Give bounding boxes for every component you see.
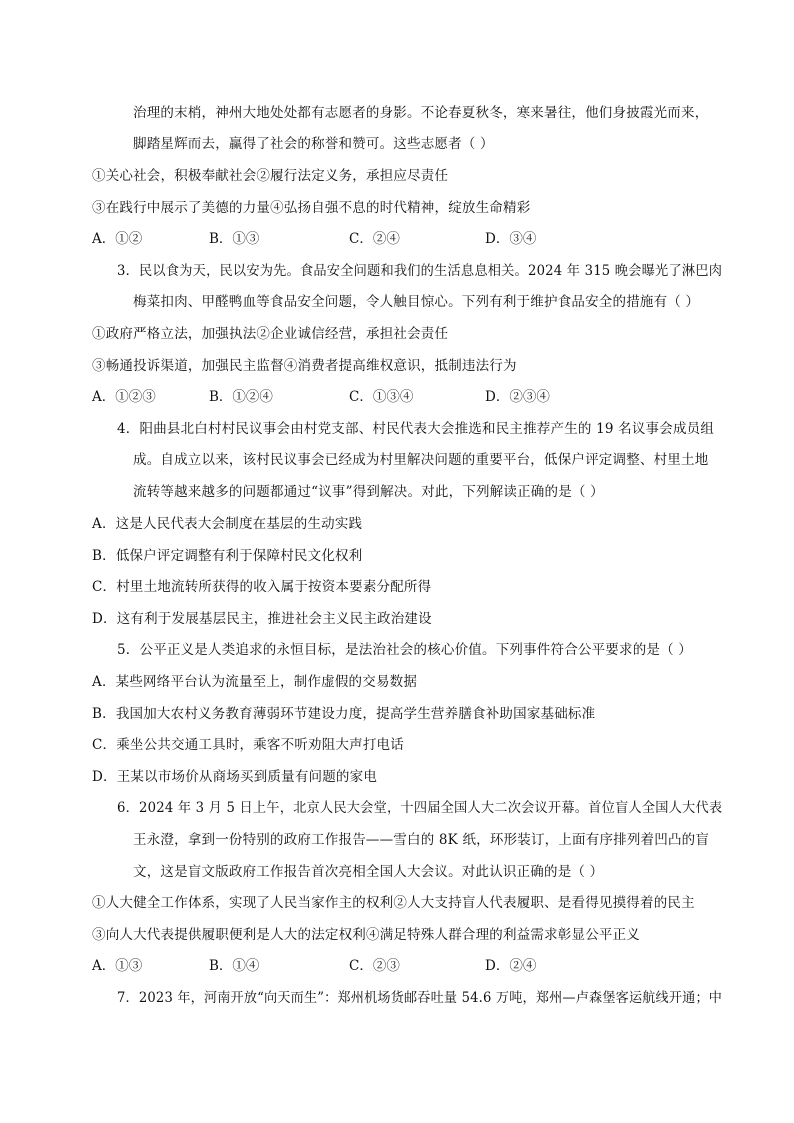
q3-option-b[interactable]: B．①②④ [209, 389, 273, 405]
q5-stem-line-1: 5．公平正义是人类追求的永恒目标，是法治社会的核心价值。下列事件符合公平要求的是（ ） [117, 642, 692, 658]
q3-option-a[interactable]: A．①②③ [92, 389, 156, 405]
q5-choice-c[interactable]: C．乘坐公共交通工具时，乘客不听劝阻大声打电话 [92, 737, 404, 753]
q4-choice-a[interactable]: A．这是人民代表大会制度在基层的生动实践 [92, 516, 363, 532]
q3-option-d[interactable]: D．②③④ [485, 389, 550, 405]
q4-choice-c[interactable]: C．村里土地流转所获得的收入属于按资本要素分配所得 [92, 579, 432, 595]
q3-item-line-2: ③畅通投诉渠道，加强民主监督④消费者提高维权意识，抵制违法行为 [92, 358, 517, 374]
q6-option-b[interactable]: B．①④ [209, 958, 260, 974]
q6-stem-line-3: 文，这是盲文版政府工作报告首次亮相全国人大会议。对此认识正确的是（ ） [133, 864, 604, 880]
q4-stem-line-3: 流转等越来越多的问题都通过“议事”得到解决。对此，下列解读正确的是（ ） [133, 484, 604, 500]
q7-stem-line-1: 7．2023 年，河南开放“向天而生”：郑州机场货邮吞吐量 54.6 万吨，郑州—卢森堡客运航线开通；中 [117, 990, 723, 1006]
q3-item-line-1: ①政府严格立法，加强执法②企业诚信经营，承担社会责任 [92, 326, 449, 342]
q6-option-d[interactable]: D．②④ [485, 958, 537, 974]
q6-option-a[interactable]: A．①③ [92, 958, 143, 974]
q6-stem-line-2: 王永澄，拿到一份特别的政府工作报告——雪白的 8K 纸，环形装订，上面有序排列着凹凸的盲 [133, 832, 710, 848]
q2-stem-line-1: 治理的末梢，神州大地处处都有志愿者的身影。不论春夏秋冬，寒来暑往，他们身披霞光而来， [133, 105, 709, 121]
q2-option-b[interactable]: B．①③ [209, 231, 260, 247]
q2-option-c[interactable]: C．②④ [349, 231, 400, 247]
q4-stem-line-1: 4．阳曲县北白村村民议事会由村党支部、村民代表大会推选和民主推荐产生的 19 名议事会成员组 [117, 421, 715, 437]
q6-item-line-2: ③向人大代表提供履职便利是人大的法定权利④满足特殊人群合理的利益需求彰显公平正义 [92, 927, 640, 943]
q2-item-line-2: ③在践行中展示了美德的力量④弘扬自强不息的时代精神，绽放生命精彩 [92, 200, 531, 216]
q6-stem-line-1: 6．2024 年 3 月 5 日上午，北京人民大会堂，十四届全国人大二次会议开幕。首位盲人全国人大代表 [117, 800, 723, 816]
q2-item-line-1: ①关心社会，积极奉献社会②履行法定义务，承担应尽责任 [92, 168, 449, 184]
q2-option-a[interactable]: A．①② [92, 231, 143, 247]
q3-stem-line-1: 3．民以食为天，民以安为先。食品安全问题和我们的生活息息相关。2024 年 315 晚会曝光了淋巴肉 [117, 263, 723, 279]
q2-stem-line-2: 脚踏星辉而去，赢得了社会的称誉和赞可。这些志愿者（ ） [133, 136, 494, 152]
q4-choice-b[interactable]: B．低保户评定调整有利于保障村民文化权利 [92, 548, 363, 564]
q5-choice-b[interactable]: B．我国加大农村义务教育薄弱环节建设力度，提高学生营养膳食补助国家基础标准 [92, 706, 596, 722]
q5-choice-a[interactable]: A．某些网络平台认为流量至上，制作虚假的交易数据 [92, 674, 418, 690]
q2-option-d[interactable]: D．③④ [485, 231, 537, 247]
q5-choice-d[interactable]: D．王某以市场价从商场买到质量有问题的家电 [92, 769, 378, 785]
q6-option-c[interactable]: C．②③ [349, 958, 400, 974]
q6-item-line-1: ①人大健全工作体系，实现了人民当家作主的权利②人大支持盲人代表履职、是看得见摸得着的民主 [92, 895, 695, 911]
q3-option-c[interactable]: C．①③④ [349, 389, 414, 405]
q3-stem-line-2: 梅菜扣肉、甲醛鸭血等食品安全问题，令人触目惊心。下列有利于维护食品安全的措施有（ ） [133, 294, 700, 310]
q4-stem-line-2: 成。自成立以来，该村民议事会已经成为村里解决问题的重要平台，低保户评定调整、村里土地 [133, 452, 709, 468]
q4-choice-d[interactable]: D．这有利于发展基层民主，推进社会主义民主政治建设 [92, 611, 432, 627]
